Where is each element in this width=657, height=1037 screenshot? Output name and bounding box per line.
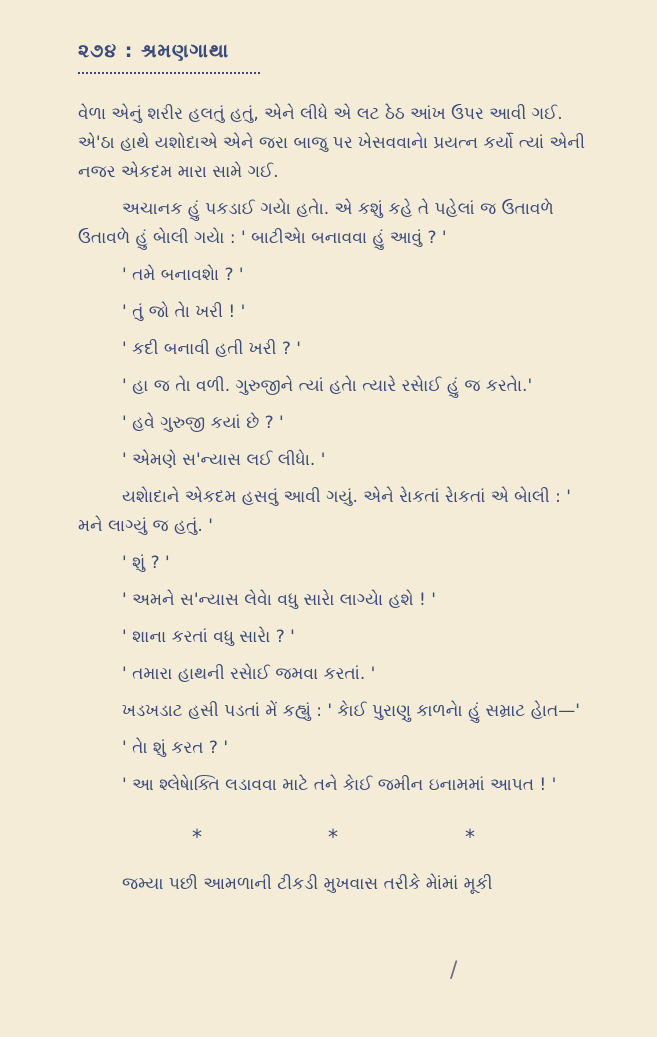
dialog-line: ' શું ? ' (122, 553, 170, 573)
paragraph: અચાનક હું પકડાઈ ગયેા હતેા. એ કશું કહે તે પહેલાં જ ઉતાવળે ઉતાવળે હું બેાલી ગયેા : ' બાટીએા બનાવવા હું આવું ? ' (78, 199, 554, 248)
dialog-line: ' શાના કરતાં વધુ સારેા ? ' (122, 627, 295, 647)
page-mark: / (450, 958, 458, 983)
paragraph: યશેાદાને એકદમ હસવું આવી ગયું. એને રેાકતાં રેાકતાં એ બેાલી : ' મને લાગ્યું જ હતું. ' (78, 487, 571, 536)
paragraph: ખડખડાટ હસી પડતાં મેં કહ્યું : ' કેાઈ પુરાણુ કાળનેા હું સમ્રાટ હેાત—' (122, 701, 580, 721)
paragraph: વેળા એનું શરીર હલતું હતું, એને લીધે એ લટ ઠેઠ આંખ ઉપર આવી ગઈ. એ'ઠા હાથે યશોદાએ એને જરા બાજુ પર ખેસવવાનેા પ્રયત્ન કર્યો ત્યાં એની નજર એકદમ મારા સામે ગઈ. (78, 104, 585, 182)
running-header: ૨૭૪ : શ્રમણગાથા (78, 40, 230, 62)
dialog-line: ' તું જો તેા ખરી ! ' (122, 302, 246, 322)
dialog-line: ' તમારા હાથની રસેાઈ જમવા કરતાં. ' (122, 664, 376, 684)
dialog-line: ' હા જ તેા વળી. ગુરુજીને ત્યાં હતેા ત્યારે રસેાઈ હું જ કરતેા.' (122, 376, 533, 396)
dialog-line: ' અમને સ'ન્યાસ લેવેા વધુ સારેા લાગ્યેા હશે ! ' (122, 590, 436, 610)
dialog-line: ' કદી બનાવી હતી ખરી ? ' (122, 339, 301, 359)
section-star: * (328, 825, 338, 849)
dialog-line: ' હવે ગુરુજી કયાં છે ? ' (122, 413, 284, 433)
dialog-line: ' તેા શું કરત ? ' (122, 738, 228, 758)
dialog-line: ' તમે બનાવશેા ? ' (122, 265, 244, 285)
header-underline (78, 68, 260, 74)
dialog-line: ' એમણે સ'ન્યાસ લઈ લીધેા. ' (122, 450, 326, 470)
body-text (78, 100, 598, 808)
section-star: * (192, 825, 202, 849)
closing-paragraph: જમ્યા પછી આમળાની ટીકડી મુખવાસ તરીકે મેાંમાં મૂકી (122, 874, 493, 894)
section-star: * (465, 825, 475, 849)
paragraph: ' આ શ્લેષેાક્તિ લડાવવા માટે તને કેાઈ જમીન ઇનામમાં આપત ! ' (122, 775, 557, 795)
